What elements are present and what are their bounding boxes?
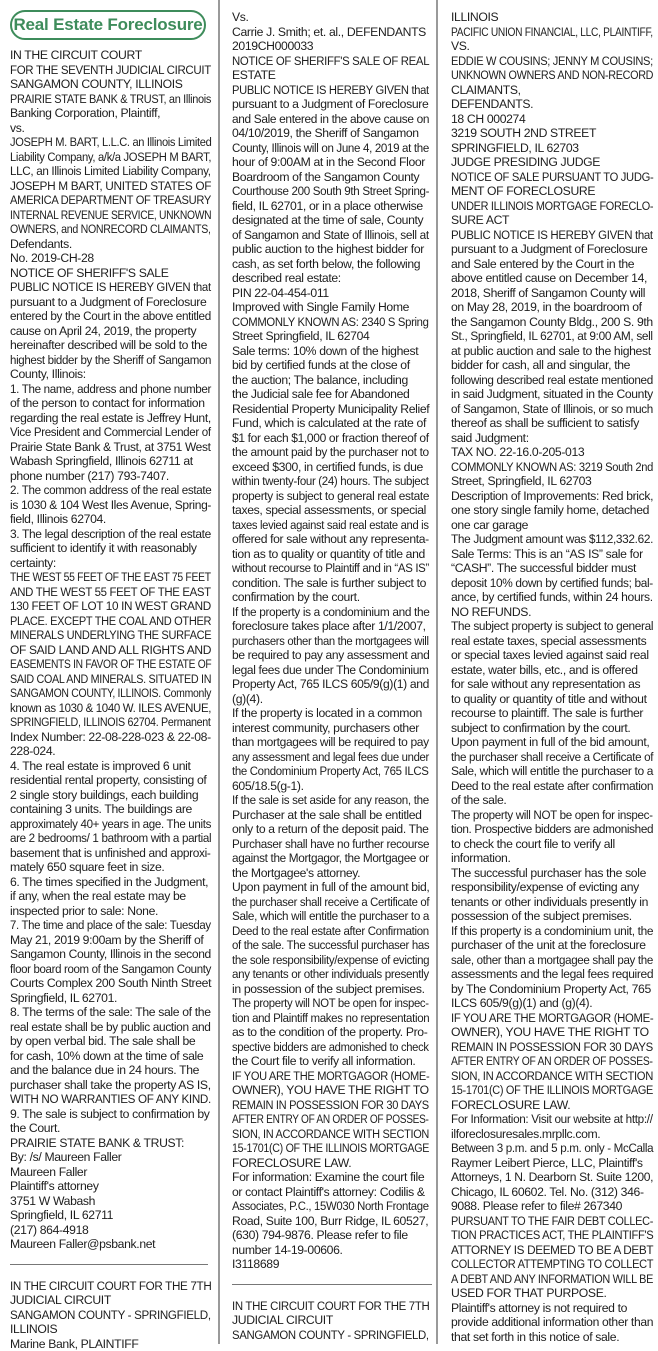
notice-text-line: EDDIE W COUSINS; JENNY M COUSINS;	[451, 54, 636, 69]
notice-text-line: phone number (217) 793-7407.	[10, 469, 212, 484]
notice-text-line: 04/10/2019, the Sheriff of Sangamon	[232, 126, 430, 141]
notice-text-line: 3219 SOUTH 2ND STREET	[451, 126, 654, 141]
notice-text-line: described real estate:	[232, 271, 430, 286]
notice-text-line: Sale, which will entitle the purchaser to a	[232, 909, 422, 924]
notice-text-line: ILCS 605/9(g)(1) and (g)(4).	[451, 996, 654, 1011]
notice-text-line: AND THE WEST 55 FEET OF THE EAST	[10, 585, 199, 600]
notice-text-line: 9088. Please refer to file# 267340	[451, 1199, 654, 1214]
notice-text-line: the Mortgagee's attorney.	[232, 866, 430, 881]
notice-text-line: condition. The sale is further subject to	[232, 576, 430, 591]
notice-text-line: Wabash Springfield, Illinois 62711 at	[10, 454, 212, 469]
notice-text-line: REMAIN IN POSSESSION FOR 30 DAYS	[232, 1098, 412, 1113]
notice-text-line: and Sale entered by the Court in the	[451, 257, 654, 272]
notice-text-line: 7. The time and place of the sale: Tuesday	[10, 918, 199, 933]
notice-text-line: Between 3 p.m. and 5 p.m. only - McCalla	[451, 1141, 644, 1156]
notice-text-line: pursuant to a Judgment of Foreclosure	[451, 242, 654, 257]
notice-text-line: The Judgment amount was $112,332.62.	[451, 532, 648, 547]
notice-text-line: IF YOU ARE THE MORTGAGOR (HOME-	[232, 1069, 412, 1084]
notice-text-line: NO REFUNDS.	[451, 605, 654, 620]
notice-text-line: 228-024.	[10, 744, 212, 759]
notice-text-line: PLACE. EXCEPT THE COAL AND OTHER	[10, 614, 193, 629]
notice-text-line: Purchaser at the sale shall be entitled	[232, 808, 430, 823]
notice-text-line: The property will NOT be open for inspec-	[232, 996, 416, 1011]
notice-text-line: JOSEPH M. BART, L.L.C. an Illinois Limited	[10, 135, 194, 150]
notice-text-line: NOTICE OF SHERIFF'S SALE OF REAL	[232, 54, 417, 69]
notice-text-line: JUDGE PRESIDING JUDGE	[451, 155, 654, 170]
notice-text-line: the auction; The balance, including	[232, 373, 430, 388]
notice-text-line: in possession of the subject premises.	[232, 982, 430, 997]
notice-text-line: Liability Company, a/k/a JOSEPH M BART,	[10, 150, 196, 165]
notice-text-line: NOTICE OF SALE PURSUANT TO JUDG-	[451, 170, 637, 185]
notice-text-line: floor board room of the Sangamon County	[10, 962, 200, 977]
notice-text-line: Improved with Single Family Home	[232, 300, 430, 315]
notice-text-line: JUDICIAL CIRCUIT	[10, 1293, 212, 1308]
notice-text-line: ance, by certified funds, within 24 hours.	[451, 590, 653, 605]
notice-text-line: thereof as shall be sufficient to satisfy	[451, 416, 654, 431]
notice-text-line: to quality or quantity of title and without	[451, 692, 654, 707]
notice-text-line: at public auction and sale to the highest	[451, 344, 654, 359]
notice-text-line: COMMONLY KNOWN AS: 3219 South 2nd	[451, 460, 637, 475]
section-title-badge: Real Estate Foreclosure	[10, 10, 206, 40]
notice-text-line: IN THE CIRCUIT COURT	[10, 48, 212, 63]
notice-text-line: purchasers other than the mortgagees will	[232, 634, 415, 649]
notice-text-line: of Sangamon and State of Illinois, sell at	[232, 228, 424, 243]
notice-text-line: (g)(4).	[232, 692, 430, 707]
notice-text-line: purchaser shall take the property AS IS,	[10, 1078, 212, 1093]
notice-text-line: UNKNOWN OWNERS AND NON-RECORD	[451, 68, 631, 83]
notice-text-line: Sale Terms: This is an “AS IS” sale for	[451, 547, 654, 562]
notice-text-line: the sole responsibility/expense of evicting	[232, 953, 419, 968]
notice-text-line: Upon payment in full of the amount bid,	[232, 880, 429, 895]
notice-text-line: pursuant to a Judgment of Foreclosure	[232, 97, 430, 112]
notice-text-line: UNDER ILLINOIS MORTGAGE FORECLO-	[451, 199, 632, 214]
notice-text-line: PURSUANT TO THE FAIR DEBT COLLEC-	[451, 1214, 633, 1229]
notice-text-line: Sale terms: 10% down of the highest	[232, 344, 430, 359]
notice-text-line: Carrie J. Smith; et. al., DEFENDANTS	[232, 25, 430, 40]
notice-text-line: responsibility/expense of evicting any	[451, 880, 654, 895]
notice-text-line: tion as to quality or quantity of title and	[232, 547, 430, 562]
notice-text-line: The successful purchaser has the sole	[451, 866, 654, 881]
notice-text-line: TAX NO. 22-16.0-205-013	[451, 445, 654, 460]
notice-text-line: By: /s/ Maureen Faller	[10, 1150, 212, 1165]
notice-text-line: JOSEPH M BART, UNITED STATES OF	[10, 179, 206, 194]
notice-text-line: Raymer Leibert Pierce, LLC, Plaintiff's	[451, 1156, 654, 1171]
notice-text-line: approximately 40+ years in age. The units	[10, 817, 202, 832]
notice-text-line: purchaser of the unit at the foreclosure	[451, 938, 654, 953]
notice-text-line: taxes, special assessments, or special	[232, 503, 430, 518]
notice-text-line: 15-1701(C) OF THE ILLINOIS MORTGAGE	[232, 1141, 405, 1156]
notice-text-line: (630) 794-9876. Please refer to file	[232, 1228, 430, 1243]
notice-text-line: Residential Property Municipality Relief	[232, 402, 430, 417]
notice-text-line: vs.	[10, 121, 212, 136]
notice-text-line: for sale without any representation as	[451, 677, 654, 692]
notice-text-line: sufficient to identify it with reasonably	[10, 541, 212, 556]
notice-text-line: If the property is located in a common	[232, 706, 430, 721]
notice-text-line: field, IL 62701, or in a place otherwise	[232, 199, 430, 214]
notice-text-line: SANGAMON COUNTY - SPRINGFIELD,	[10, 1308, 202, 1323]
column-2	[218, 0, 436, 1344]
notice-text-line: of the sale. The successful purchaser has	[232, 938, 418, 953]
notice-text-line: For Information: Visit our website at http://	[451, 1112, 646, 1127]
notice-text-line: against the Mortgagor, the Mortgagee or	[232, 851, 423, 866]
notice-text-line: SANGAMON COUNTY, ILLINOIS	[10, 77, 212, 92]
notice-text-line: spective bidders are admonished to check	[232, 1040, 414, 1055]
notice-text-line: the purchaser shall receive a Certificate of	[451, 750, 644, 765]
notice-text-line: are 2 bedrooms/ 1 bathroom with a partial	[10, 831, 202, 846]
notice-text-line: Sangamon County, Illinois in the second	[10, 947, 210, 962]
notice-text-line: $1 for each $1,000 or fraction thereof of	[232, 431, 427, 446]
notice-text-line: or special taxes levied against said real	[451, 648, 654, 663]
notice-text-line: in said Judgment, situated in the County	[451, 387, 653, 402]
notice-text-line: and Sale entered in the above cause on	[232, 112, 425, 127]
notice-text-line: MINERALS UNDERLYING THE SURFACE	[10, 628, 193, 643]
notice-text-line: property is subject to general real estate	[232, 489, 425, 504]
notice-text-line: 3. The legal description of the real estate	[10, 527, 208, 542]
notice-text-line: the Court.	[10, 1121, 212, 1136]
notice-text-line: if any, when the real estate may be	[10, 889, 212, 904]
notice-text-line: Boardroom of the Sangamon County	[232, 170, 430, 185]
notice-text-line: If this property is a condominium unit, the	[451, 924, 649, 939]
notice-text-line: provide additional information other than	[451, 1315, 653, 1330]
notice-text-line: 15-1701(C) OF THE ILLINOIS MORTGAGE	[451, 1083, 633, 1098]
notice-text-line: For information: Examine the court file	[232, 1170, 430, 1185]
notice-text-line: the Judicial sale fee for Abandoned	[232, 387, 430, 402]
notice-text-line: SPRINGFIELD, IL 62703	[451, 141, 654, 156]
notice-text-line: The subject property is subject to general	[451, 619, 648, 634]
notice-text-line: AMERICA DEPARTMENT OF TREASURY	[10, 193, 195, 208]
notice-text-line: Deed to the real estate after Confirmation	[232, 924, 419, 939]
notice-text-line: EASEMENTS IN FAVOR OF THE ESTATE OF	[10, 657, 180, 672]
notice-text-line: recourse to plaintiff. The sale is further	[451, 706, 654, 721]
notice-text-line: Maureen Faller	[10, 1165, 212, 1180]
notice-text-line: Fund, which is calculated at the rate of	[232, 416, 430, 431]
notice-text-line: public auction to the highest bidder for	[232, 242, 430, 257]
notice-text-line: SAID COAL AND MINERALS. SITUATED IN	[10, 672, 188, 687]
notice-text-line: INTERNAL REVENUE SERVICE, UNKNOWN	[10, 208, 181, 223]
notice-text-line: If the sale is set aside for any reason, the	[232, 793, 420, 808]
notice-text-line: than mortgagees will be required to pay	[232, 735, 427, 750]
notice-text-line: tenants or other individuals presently in	[451, 895, 654, 910]
notice-text-line: PRAIRIE STATE BANK & TRUST:	[10, 1136, 212, 1151]
notice-text-line: tion and Plaintiff makes no representation	[232, 1011, 419, 1026]
notice-text-line: OF SAID LAND AND ALL RIGHTS AND	[10, 643, 209, 658]
notice-text-line: USED FOR THAT PURPOSE.	[451, 1286, 654, 1301]
notice-text-line: deposit 10% down by certified funds; bal-	[451, 576, 648, 591]
notice-text-line: above entitled cause on December 14,	[451, 271, 654, 286]
notice-text-line: any tenants or other individuals presently	[232, 967, 420, 982]
notice-text-line: Marine Bank, PLAINTIFF	[10, 1337, 212, 1351]
notice-text-line: the amount paid by the purchaser not to	[232, 445, 425, 460]
notice-text-line: Courts Complex 200 South Ninth Street	[10, 976, 212, 991]
notice-text-line: Index Number: 22-08-228-023 & 22-08-	[10, 730, 212, 745]
notice-text-line: cause on April 24, 2019, the property	[10, 324, 212, 339]
notice-text-line: CLAIMANTS,	[451, 83, 654, 98]
notice-text-line: PUBLIC NOTICE IS HEREBY GIVEN that	[10, 280, 199, 295]
notice-text-line: by The Condominium Property Act, 765	[451, 982, 654, 997]
notice-text-line: IN THE CIRCUIT COURT FOR THE 7TH	[10, 1279, 203, 1294]
notice-divider	[232, 1284, 432, 1285]
notice-text-line: Vs.	[232, 10, 430, 25]
notice-text-line: 8. The terms of the sale: The sale of the	[10, 1005, 212, 1020]
notice-text-line: Sale, which will entitle the purchaser to a	[451, 764, 651, 779]
notice-text-line: hour of 9:00AM at in the Second Floor	[232, 155, 430, 170]
notice-text-line: COMMONLY KNOWN AS: 2340 S Spring	[232, 315, 415, 330]
notice-text-line: SANGAMON COUNTY, ILLINOIS. Commonly	[10, 686, 184, 701]
notice-text-line: or contact Plaintiff's attorney: Codilis &	[232, 1185, 430, 1200]
notice-text-line: No. 2019-CH-28	[10, 251, 212, 266]
notice-text-line: mately 650 square feet in size.	[10, 860, 212, 875]
notice-text-line: County, Illinois will on June 4, 2019 at the	[232, 141, 420, 156]
notice-text-line: Plaintiff's attorney is not required to	[451, 1301, 654, 1316]
notice-text-line: Property Act, 765 ILCS 605/9(g)(1) and	[232, 677, 429, 692]
notice-text-line: IF YOU ARE THE MORTGAGOR (HOME-	[451, 1011, 640, 1026]
notice-text-line: assessments and the legal fees required	[451, 967, 651, 982]
notice-text-line: SPRINGFIELD, ILLINOIS 62704. Permanent	[10, 715, 187, 730]
notice-text-line: OWNER), YOU HAVE THE RIGHT TO	[232, 1083, 429, 1098]
notice-text-line: 2 single story buildings, each building	[10, 788, 212, 803]
notice-text-line: PACIFIC UNION FINANCIAL, LLC, PLAINTIFF,	[451, 25, 620, 40]
notice-text-line: 2018, Sheriff of Sangamon County will	[451, 286, 654, 301]
notice-text-line: MENT OF FORECLOSURE	[451, 184, 654, 199]
notice-text-line: and the balance due in 24 hours. The	[10, 1063, 212, 1078]
notice-text-line: FORECLOSURE LAW.	[451, 1098, 654, 1113]
notice-text-line: PIN 22-04-454-011	[232, 286, 430, 301]
notice-text-line: 130 FEET OF LOT 10 IN WEST GRAND	[10, 599, 204, 614]
notice-text-line: NOTICE OF SHERIFF'S SALE	[10, 266, 212, 281]
notice-text-line: AFTER ENTRY OF AN ORDER OF POSSES-	[451, 1054, 623, 1069]
notice-prairie-state-bank	[10, 48, 212, 1252]
notice-text-line: PRAIRIE STATE BANK & TRUST, an Illinois	[10, 92, 191, 107]
notice-text-line: without recourse to Plaintiff and in “AS IS”	[232, 561, 418, 576]
notice-text-line: Vice President and Commercial Lender of	[10, 425, 202, 440]
notice-text-line: SANGAMON COUNTY - SPRINGFIELD,	[232, 1328, 417, 1343]
notice-text-line: within twenty-four (24) hours. The subject	[232, 474, 419, 489]
notice-text-line: OWNER), YOU HAVE THE RIGHT TO	[451, 1025, 654, 1040]
notice-text-line: Defendants.	[10, 237, 212, 252]
notice-text-line: LLC, an Illinois Limited Liability Company,	[10, 164, 203, 179]
notice-text-line: is 1030 & 104 West Iles Avenue, Spring-	[10, 498, 209, 513]
notice-text-line: one story single family home, detached	[451, 503, 654, 518]
notice-divider	[10, 1264, 208, 1265]
notice-text-line: the purchaser shall receive a Certificate of	[232, 895, 416, 910]
notice-pacific-union-continued	[451, 10, 654, 1344]
notice-text-line: hereinafter described will be sold to the	[10, 338, 212, 353]
notice-text-line: Associates, P.C., 15W030 North Frontage	[232, 1199, 416, 1214]
notice-text-line: possession of the subject premises.	[451, 909, 654, 924]
notice-text-line: following described real estate mentioned	[451, 373, 646, 388]
notice-text-line: regarding the real estate is Jeffrey Hunt,	[10, 411, 211, 426]
notice-text-line: VS.	[451, 39, 654, 54]
notice-text-line: 2019CH000033	[232, 39, 430, 54]
notice-text-line: the Condominium Property Act, 765 ILCS	[232, 764, 418, 779]
notice-text-line: number 14-19-00606.	[232, 1243, 430, 1258]
notice-text-line: PUBLIC NOTICE IS HEREBY GIVEN that	[451, 228, 642, 243]
notice-text-line: bidder for cash, all and singular, the	[451, 358, 654, 373]
notice-text-line: REMAIN IN POSSESSION FOR 30 DAYS	[451, 1040, 640, 1055]
notice-text-line: on May 28, 2019, in the boardroom of	[451, 300, 654, 315]
notice-text-line: subject to confirmation by the court.	[451, 721, 654, 736]
notice-text-line: ATTORNEY IS DEEMED TO BE A DEBT	[451, 1243, 646, 1258]
notice-text-line: sale, other than a mortgagee shall pay the	[451, 953, 644, 968]
notice-text-line: 2. The common address of the real estate	[10, 483, 202, 498]
notice-text-line: one car garage	[451, 518, 654, 533]
notice-text-line: WITH NO WARRANTIES OF ANY KIND.	[10, 1092, 203, 1107]
notice-text-line: 605/18.5(g-1).	[232, 779, 430, 794]
notice-text-line: any assessment and legal fees due under	[232, 750, 416, 765]
notice-text-line: certainty:	[10, 556, 212, 571]
notice-text-line: 6. The times specified in the Judgment,	[10, 875, 212, 890]
notice-text-line: Description of Improvements: Red brick,	[451, 489, 653, 504]
notice-text-line: Banking Corporation, Plaintiff,	[10, 106, 212, 121]
notice-text-line: field, Illinois 62704.	[10, 512, 212, 527]
notice-text-line: information.	[451, 851, 654, 866]
notice-text-line: as to the condition of the property. Pro-	[232, 1025, 430, 1040]
notice-text-line: real estate shall be by public auction and	[10, 1020, 207, 1035]
notice-text-line: May 21, 2019 9:00am by the Sheriff of	[10, 933, 212, 948]
notice-text-line: designated at the time of sale, County	[232, 213, 430, 228]
notice-text-line: Deed to the real estate after confirmation	[451, 779, 650, 794]
notice-text-line: If the property is a condominium and the	[232, 605, 424, 620]
notice-text-line: County, Illinois:	[10, 367, 212, 382]
notice-text-line: Plaintiff's attorney	[10, 1179, 212, 1194]
notice-text-line: tion. Prospective bidders are admonished	[451, 822, 646, 837]
notice-text-line: Springfield, IL 62711	[10, 1208, 212, 1223]
notice-marine-bank-start	[10, 1279, 212, 1351]
notice-text-line: the Court file to verify all information.	[232, 1054, 430, 1069]
notice-text-line: ESTATE	[232, 68, 430, 83]
notice-text-line: DEFENDANTS.	[451, 97, 654, 112]
notice-text-line: interest community, purchasers other	[232, 721, 430, 736]
notice-text-line: real estate taxes, special assessments	[451, 634, 654, 649]
notice-text-line: that set forth in this notice of sale.	[451, 1330, 654, 1345]
notice-text-line: of the person to contact for information	[10, 396, 212, 411]
notice-text-line: said Judgment:	[451, 431, 654, 446]
notice-text-line: inspected prior to sale: None.	[10, 904, 212, 919]
notice-text-line: AFTER ENTRY OF AN ORDER OF POSSES-	[232, 1112, 396, 1127]
notice-text-line: FORECLOSURE LAW.	[232, 1156, 430, 1171]
notice-text-line: taxes levied against said real estate and is	[232, 518, 414, 533]
notice-text-line: The property will NOT be open for inspec-	[451, 808, 644, 823]
notice-text-line: of Sangamon, State of Illinois, or so much	[451, 402, 645, 417]
notice-text-line: cash, as set forth below, the following	[232, 257, 430, 272]
notice-text-line: exceed $300, in certified funds, is due	[232, 460, 430, 475]
notice-text-line: St., Springfield, IL 62701, at 9:00 AM, sell	[451, 329, 648, 344]
notice-text-line: SURE ACT	[451, 213, 654, 228]
notice-text-line: only to a return of the deposit paid. The	[232, 822, 429, 837]
notice-text-line: I3118689	[232, 1257, 430, 1272]
notice-text-line: OWNERS, and NONRECORD CLAIMANTS,	[10, 222, 186, 237]
notice-text-line: highest bidder by the Sheriff of Sangamon	[10, 353, 201, 368]
notice-text-line: for cash, 10% down at the time of sale	[10, 1049, 212, 1064]
notice-text-line: Chicago, IL 60602. Tel. No. (312) 346-	[451, 1185, 654, 1200]
notice-text-line: 3751 W Wabash	[10, 1194, 212, 1209]
notice-text-line: SION, IN ACCORDANCE WITH SECTION	[451, 1069, 638, 1084]
notice-text-line: containing 3 units. The buildings are	[10, 802, 212, 817]
notice-text-line: foreclosure takes place after 1/1/2007,	[232, 619, 430, 634]
notice-text-line: Purchaser shall have no further recourse	[232, 837, 421, 852]
notice-text-line: to check the court file to verify all	[451, 837, 654, 852]
notice-text-line: entered by the Court in the above entitled	[10, 309, 204, 324]
notice-text-line: Street Springfield, IL 62704	[232, 329, 430, 344]
notice-text-line: A DEBT AND ANY INFORMATION WILL BE	[451, 1272, 632, 1287]
notice-text-line: be required to pay any assessment and	[232, 648, 427, 663]
notice-text-line: Springfield, IL 62701.	[10, 991, 212, 1006]
notice-text-line: TION PRACTICES ACT, THE PLAINTIFF'S	[451, 1228, 637, 1243]
notice-text-line: estate, water bills, etc., and is offered	[451, 663, 654, 678]
notice-text-line: Courthouse 200 South 9th Street Spring-	[232, 184, 420, 199]
notice-marine-bank-continued	[232, 10, 430, 1272]
notice-text-line: Prairie State Bank & Trust, at 3751 West	[10, 440, 208, 455]
notice-text-line: of the sale.	[451, 793, 654, 808]
notice-text-line: bid by certified funds at the close of	[232, 358, 430, 373]
notice-text-line: Street, Springfield, IL 62703	[451, 474, 654, 489]
notice-text-line: basement that is unfinished and approxi-	[10, 846, 207, 861]
notice-text-line: Upon payment in full of the bid amount,	[451, 735, 654, 750]
notice-text-line: offered for sale without any representa-	[232, 532, 429, 547]
notice-text-line: “CASH”. The successful bidder must	[451, 561, 654, 576]
notice-text-line: ILLINOIS	[10, 1322, 212, 1337]
column-3	[436, 0, 658, 1344]
notice-text-line: ilforeclosuresales.mrpllc.com.	[451, 1127, 654, 1142]
notice-text-line: the Sangamon County Bldg., 200 S. 9th	[451, 315, 654, 330]
notice-text-line: Maureen Faller@psbank.net	[10, 1237, 212, 1252]
notice-text-line: Road, Suite 100, Burr Ridge, IL 60527,	[232, 1214, 430, 1229]
notice-text-line: 4. The real estate is improved 6 unit	[10, 759, 212, 774]
notice-text-line: pursuant to a Judgment of Foreclosure	[10, 295, 212, 310]
notice-text-line: IN THE CIRCUIT COURT FOR THE 7TH	[232, 1299, 418, 1314]
notice-text-line: JUDICIAL CIRCUIT	[232, 1313, 430, 1328]
notice-text-line: (217) 864-4918	[10, 1223, 212, 1238]
notice-text-line: legal fees due under The Condominium	[232, 663, 426, 678]
notice-text-line: PUBLIC NOTICE IS HEREBY GIVEN that	[232, 83, 413, 98]
notice-text-line: Attorneys, 1 N. Dearborn St. Suite 1200,	[451, 1170, 652, 1185]
notice-text-line: residential rental property, consisting of	[10, 773, 212, 788]
notice-text-line: confirmation by the court.	[232, 590, 430, 605]
notice-pacific-union-start	[232, 1299, 430, 1343]
notice-text-line: 18 CH 000274	[451, 112, 654, 127]
column-1	[0, 0, 218, 1344]
notice-text-line: FOR THE SEVENTH JUDICIAL CIRCUIT	[10, 63, 201, 78]
notice-text-line: 1. The name, address and phone number	[10, 382, 202, 397]
notice-text-line: SION, IN ACCORDANCE WITH SECTION	[232, 1127, 410, 1142]
notice-text-line: known as 1030 & 1040 W. ILES AVENUE,	[10, 701, 200, 716]
notice-text-line: 9. The sale is subject to confirmation by	[10, 1107, 212, 1122]
notice-text-line: COLLECTOR ATTEMPTING TO COLLECT	[451, 1257, 635, 1272]
notice-text-line: by open verbal bid. The sale shall be	[10, 1034, 212, 1049]
notice-text-line: THE WEST 55 FEET OF THE EAST 75 FEET	[10, 570, 182, 585]
notice-text-line: ILLINOIS	[451, 10, 654, 25]
